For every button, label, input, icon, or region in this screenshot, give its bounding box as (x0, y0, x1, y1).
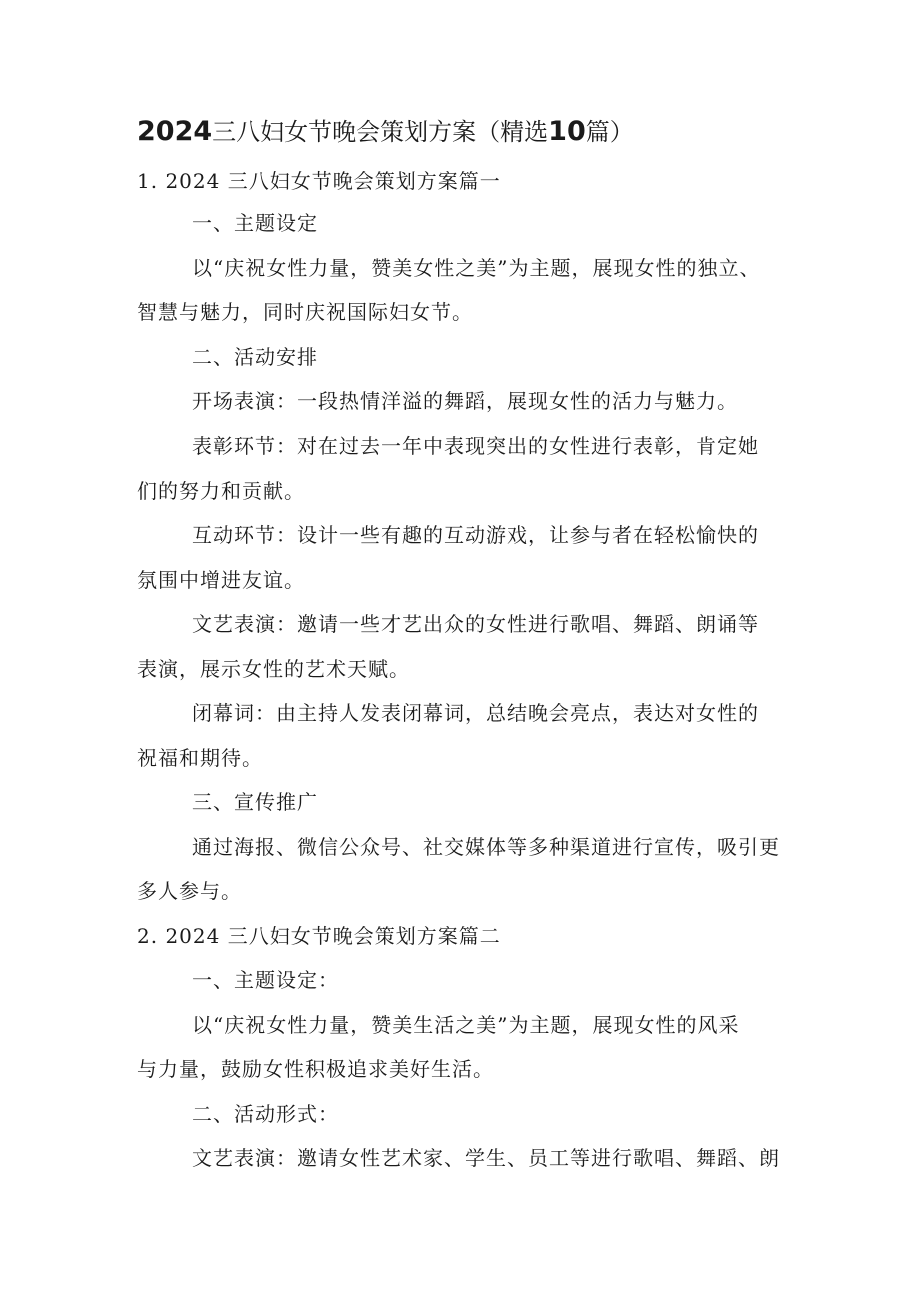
paragraph-line: 与力量，鼓励女性积极追求美好生活。 (137, 1057, 494, 1081)
paragraph-line: 通过海报、微信公众号、社交媒体等多种渠道进行宣传，吸引更 (192, 835, 780, 859)
paragraph-line: 祝福和期待。 (137, 746, 263, 770)
paragraph-line: 开场表演：一段热情洋溢的舞蹈，展现女性的活力与魅力。 (192, 389, 738, 413)
paragraph-line: 表彰环节：对在过去一年中表现突出的女性进行表彰，肯定她 (192, 434, 759, 458)
paragraph-line: 氛围中增进友谊。 (137, 568, 305, 592)
paragraph-line: 智慧与魅力，同时庆祝国际妇女节。 (137, 300, 473, 324)
subheading-activity-format: 二、活动形式： (192, 1102, 339, 1126)
section-heading-1: 1. 2024 三八妇女节晚会策划方案篇一 (137, 169, 501, 193)
subheading-activities: 二、活动安排 (192, 345, 318, 369)
subheading-theme: 一、主题设定： (192, 968, 339, 992)
paragraph-line: 文艺表演：邀请一些才艺出众的女性进行歌唱、舞蹈、朗诵等 (192, 612, 759, 636)
paragraph-line: 闭幕词：由主持人发表闭幕词，总结晚会亮点，表达对女性的 (192, 701, 759, 725)
title-year: 2024 (137, 116, 213, 147)
title-text: 三八妇女节晚会策划方案（精选 (212, 118, 549, 146)
paragraph-line: 互动环节：设计一些有趣的互动游戏，让参与者在轻松愉快的 (192, 523, 759, 547)
paragraph-line: 表演，展示女性的艺术天赋。 (137, 657, 410, 681)
subheading-theme: 一、主题设定 (192, 211, 318, 235)
paragraph-line: 文艺表演：邀请女性艺术家、学生、员工等进行歌唱、舞蹈、朗 (192, 1146, 780, 1170)
title-count: 10 (548, 116, 586, 147)
title-end: 篇） (585, 118, 634, 146)
paragraph-line: 们的努力和贡献。 (137, 479, 305, 503)
paragraph-line: 多人参与。 (137, 879, 242, 903)
paragraph-line: 以“庆祝女性力量，赞美生活之美”为主题，展现女性的风采 (192, 1013, 740, 1037)
section-heading-2: 2. 2024 三八妇女节晚会策划方案篇二 (137, 924, 501, 948)
paragraph-line: 以“庆祝女性力量，赞美女性之美”为主题，展现女性的独立、 (192, 256, 761, 280)
document-title (137, 114, 634, 150)
subheading-promotion: 三、宣传推广 (192, 790, 318, 814)
